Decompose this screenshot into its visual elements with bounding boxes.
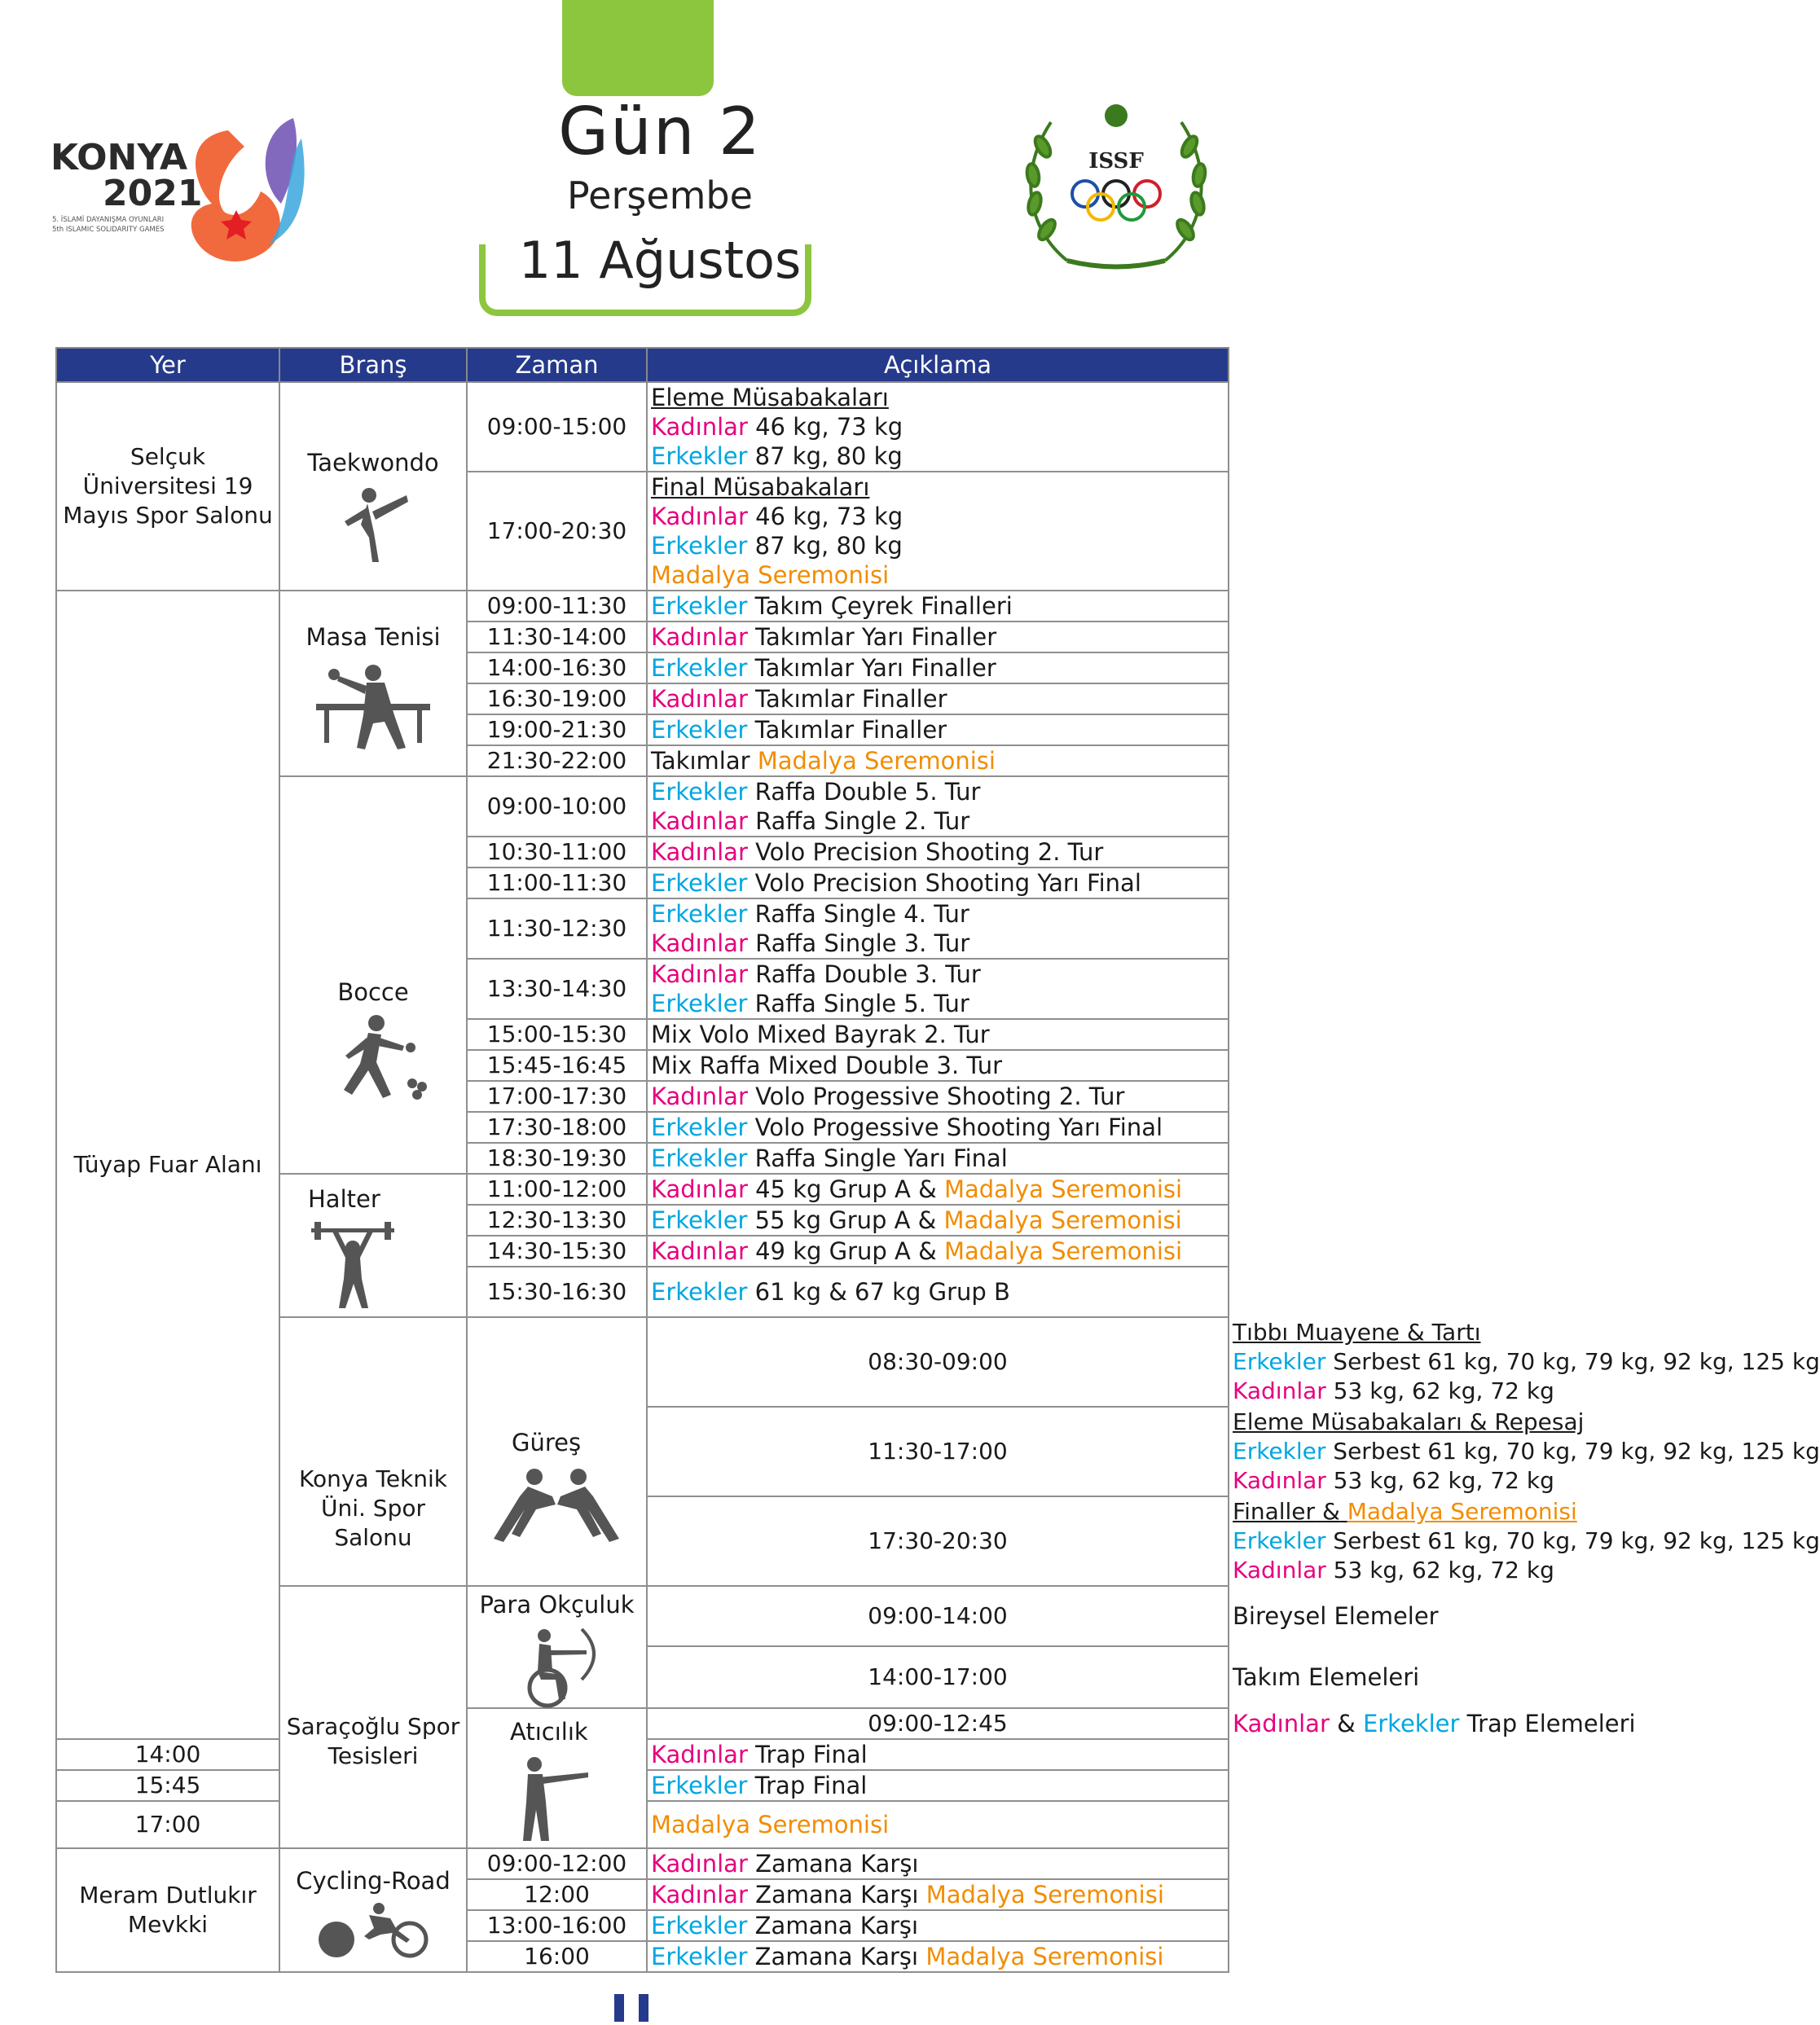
desc-cell — [647, 652, 1229, 683]
women-label: Kadınlar — [651, 960, 748, 988]
men-label: Erkekler — [651, 990, 748, 1017]
venue-selcuk: Selçuk Üniversitesi 19 Mayıs Spor Salonu — [63, 443, 273, 529]
schedule-table — [55, 347, 1820, 1973]
col-header-yer: Yer — [56, 348, 279, 382]
time-cell: 12:00 — [467, 1879, 647, 1910]
desc-cell — [647, 1019, 1229, 1050]
desc-cell — [647, 959, 1229, 1019]
time-cell: 15:30-16:30 — [467, 1267, 647, 1317]
time-cell: 14:00 — [56, 1739, 279, 1770]
desc-text: 53 kg, 62 kg, 72 kg — [1325, 1377, 1554, 1404]
page-title: Gün 2 — [558, 94, 762, 169]
desc-text: Volo Progessive Shooting 2. Tur — [747, 1083, 1125, 1110]
branch-cell — [279, 591, 467, 776]
shooting-icon — [510, 1753, 591, 1843]
header-tab — [562, 0, 714, 96]
and-text: & — [1337, 1710, 1356, 1737]
desc-text: Takımlar — [651, 747, 758, 775]
time-cell: 09:00-15:00 — [467, 382, 647, 472]
table-row — [56, 1848, 1229, 1879]
desc-text: Raffa Single 3. Tur — [747, 929, 970, 957]
desc-cell — [647, 622, 1229, 652]
women-label: Kadınlar — [1233, 1377, 1326, 1404]
branch-cell — [467, 1708, 647, 1848]
venue-cell — [56, 591, 279, 1739]
men-label: Erkekler — [651, 442, 748, 470]
time-cell: 12:30-13:30 — [467, 1205, 647, 1236]
branch-para-okculuk: Para Okçuluk — [479, 1591, 635, 1619]
medal-label: Madalya Seremonisi — [925, 1881, 1164, 1909]
medal-label: Madalya Seremonisi — [943, 1237, 1183, 1265]
time-cell: 17:00-17:30 — [467, 1081, 647, 1112]
desc-cell — [647, 472, 1229, 591]
time-cell: 11:00-12:00 — [467, 1174, 647, 1205]
women-label: Kadınlar — [651, 623, 748, 651]
desc-text: Zamana Karşı — [747, 1912, 919, 1939]
desc-text: 55 kg Grup A & — [747, 1206, 944, 1234]
desc-cell — [647, 683, 1229, 714]
desc-text: Serbest 61 kg, 70 kg, 79 kg, 92 kg, 125 kg — [1325, 1527, 1820, 1554]
women-label: Kadınlar — [1233, 1557, 1326, 1584]
desc-text: Raffa Mixed Double 3. Tur — [692, 1052, 1003, 1079]
men-label: Erkekler — [651, 1206, 748, 1234]
branch-cycling: Cycling-Road — [296, 1867, 451, 1895]
desc-cell — [647, 868, 1229, 898]
desc-heading: Final Müsabakaları — [651, 473, 870, 501]
desc-cell — [647, 1879, 1229, 1910]
venue-meram: Meram Dutlukır Mevkki — [79, 1882, 257, 1938]
time-cell: 11:30-14:00 — [467, 622, 647, 652]
branch-gures: Güreş — [512, 1429, 582, 1456]
desc-text: Serbest 61 kg, 70 kg, 79 kg, 92 kg, 125 kg — [1325, 1348, 1820, 1375]
men-label: Erkekler — [651, 900, 748, 928]
men-label: Erkekler — [651, 1943, 748, 1970]
logo-sub1: 5. İSLAMİ DAYANIŞMA OYUNLARI — [52, 216, 165, 224]
branch-cell — [467, 1317, 647, 1586]
branch-cell — [279, 776, 467, 1174]
venue-cell — [279, 1317, 467, 1586]
branch-halter: Halter — [308, 1185, 380, 1213]
desc-cell — [647, 776, 1229, 837]
desc-cell — [647, 1267, 1229, 1317]
women-label: Kadınlar — [651, 1741, 748, 1768]
venue-tuyap: Tüyap Fuar Alanı — [73, 1151, 262, 1178]
desc-text: Trap Final — [747, 1741, 868, 1768]
desc-cell — [647, 591, 1229, 622]
men-label: Erkekler — [1233, 1438, 1326, 1465]
desc-text: 61 kg & 67 kg Grup B — [747, 1278, 1010, 1306]
women-label: Kadınlar — [651, 503, 748, 530]
wrestling-icon — [487, 1464, 626, 1545]
desc-text: Takımlar Finaller — [747, 685, 947, 713]
branch-cell — [467, 1586, 647, 1708]
time-cell: 09:00-12:00 — [467, 1848, 647, 1879]
desc-text: Raffa Single 2. Tur — [747, 807, 970, 835]
date-label: 11 Ağustos — [518, 231, 802, 290]
time-cell: 14:00-17:00 — [647, 1646, 1229, 1708]
table-tennis-icon — [316, 658, 430, 756]
branch-masa-tenisi: Masa Tenisi — [306, 623, 441, 651]
desc-text: Raffa Single Yarı Final — [747, 1144, 1008, 1172]
desc-cell — [647, 1050, 1229, 1081]
medal-label: Madalya Seremonisi — [943, 1175, 1183, 1203]
time-cell: 17:00-20:30 — [467, 472, 647, 591]
branch-cell — [279, 382, 467, 591]
men-label: Erkekler — [651, 1278, 748, 1306]
desc-text: Zamana Karşı — [747, 1943, 926, 1970]
desc-cell — [647, 1801, 1229, 1848]
women-label: Kadınlar — [1233, 1710, 1330, 1737]
desc-text: 87 kg, 80 kg — [747, 442, 903, 470]
time-cell: 19:00-21:30 — [467, 714, 647, 745]
desc-text: 46 kg, 73 kg — [747, 413, 903, 441]
desc-text: 46 kg, 73 kg — [747, 503, 903, 530]
desc-text: Raffa Single 5. Tur — [747, 990, 969, 1017]
time-cell: 08:30-09:00 — [647, 1317, 1229, 1407]
medal-label: Madalya Seremonisi — [1347, 1498, 1577, 1525]
men-label: Erkekler — [1362, 1710, 1460, 1737]
time-cell: 15:00-15:30 — [467, 1019, 647, 1050]
men-label: Erkekler — [651, 1144, 748, 1172]
desc-cell — [647, 1081, 1229, 1112]
desc-cell — [647, 1236, 1229, 1267]
time-cell: 11:30-12:30 — [467, 898, 647, 959]
time-cell: 17:30-18:00 — [467, 1112, 647, 1143]
desc-cell — [647, 1112, 1229, 1143]
desc-cell — [647, 714, 1229, 745]
men-label: Erkekler — [1233, 1348, 1326, 1375]
time-cell: 09:00-14:00 — [647, 1586, 1229, 1646]
issf-logo — [1018, 98, 1214, 285]
time-cell: 21:30-22:00 — [467, 745, 647, 776]
men-label: Erkekler — [651, 1772, 748, 1799]
women-label: Kadınlar — [651, 1881, 748, 1909]
mix-label: Mix — [651, 1052, 692, 1079]
desc-text: Takım Çeyrek Finalleri — [747, 592, 1013, 620]
time-cell: 17:30-20:30 — [647, 1496, 1229, 1586]
desc-heading: Tıbbı Muayene & Tartı — [1233, 1319, 1481, 1346]
branch-bocce: Bocce — [337, 978, 409, 1006]
venue-cell — [279, 1586, 467, 1848]
col-header-aciklama: Açıklama — [647, 348, 1229, 382]
time-cell: 10:30-11:00 — [467, 837, 647, 868]
desc-text: 53 kg, 62 kg, 72 kg — [1325, 1557, 1554, 1584]
weekday-label: Perşembe — [567, 174, 753, 217]
medal-label: Madalya Seremonisi — [651, 561, 890, 589]
desc-cell — [647, 1848, 1229, 1879]
desc-text: Bireysel Elemeler — [1233, 1602, 1439, 1630]
desc-text: Serbest 61 kg, 70 kg, 79 kg, 92 kg, 125 kg — [1325, 1438, 1820, 1465]
desc-text: 45 kg Grup A & — [747, 1175, 944, 1203]
women-label: Kadınlar — [651, 929, 748, 957]
women-label: Kadınlar — [651, 838, 748, 866]
time-cell: 14:30-15:30 — [467, 1236, 647, 1267]
desc-cell — [647, 1205, 1229, 1236]
and-label — [1315, 1498, 1347, 1525]
time-cell: 09:00-11:30 — [467, 591, 647, 622]
desc-text: Zamana Karşı — [747, 1850, 919, 1878]
logo-sub2: 5th ISLAMIC SOLIDARITY GAMES — [52, 226, 165, 234]
women-label: Kadınlar — [651, 1083, 748, 1110]
medal-label: Madalya Seremonisi — [757, 747, 996, 775]
venue-cell — [56, 382, 279, 591]
men-label: Erkekler — [651, 654, 748, 682]
men-label: Erkekler — [651, 1912, 748, 1939]
and-text: & — [1321, 1498, 1340, 1525]
issf-text: ISSF — [1088, 149, 1144, 174]
desc-text: 49 kg Grup A & — [747, 1237, 944, 1265]
desc-text: 53 kg, 62 kg, 72 kg — [1325, 1467, 1554, 1494]
desc-text: Takımlar Finaller — [747, 716, 947, 744]
desc-cell — [647, 1174, 1229, 1205]
men-label: Erkekler — [1233, 1527, 1326, 1554]
women-label: Kadınlar — [651, 1237, 748, 1265]
time-cell: 11:00-11:30 — [467, 868, 647, 898]
women-label: Kadınlar — [651, 1175, 748, 1203]
women-label: Kadınlar — [1233, 1467, 1326, 1494]
desc-text: Volo Precision Shooting Yarı Final — [747, 869, 1141, 897]
col-header-brans: Branş — [279, 348, 467, 382]
desc-text: Volo Precision Shooting 2. Tur — [747, 838, 1104, 866]
venue-konya-teknik: Konya Teknik Üni. Spor Salonu — [299, 1465, 447, 1551]
branch-cell — [279, 1174, 467, 1317]
table-header-row — [56, 348, 1229, 382]
bocce-icon — [316, 1013, 430, 1103]
taekwondo-icon — [336, 484, 410, 565]
desc-cell — [647, 898, 1229, 959]
venue-cell — [56, 1848, 279, 1972]
women-label: Kadınlar — [651, 413, 748, 441]
medal-label: Madalya Seremonisi — [925, 1943, 1164, 1970]
time-cell: 09:00-12:45 — [647, 1708, 1229, 1739]
logo-year: 2021 — [103, 173, 203, 214]
desc-text: Zamana Karşı — [747, 1881, 926, 1909]
desc-text: Volo Progessive Shooting Yarı Final — [747, 1114, 1163, 1141]
time-cell: 13:00-16:00 — [467, 1910, 647, 1941]
time-cell: 15:45-16:45 — [467, 1050, 647, 1081]
table-row — [56, 382, 1229, 472]
women-label: Kadınlar — [651, 685, 748, 713]
desc-heading: Finaller — [1233, 1498, 1316, 1525]
logo-word: KONYA — [51, 137, 188, 178]
desc-cell — [647, 1770, 1229, 1801]
men-label: Erkekler — [651, 778, 748, 806]
table-row — [56, 591, 1229, 622]
men-label: Erkekler — [651, 592, 748, 620]
time-cell: 13:30-14:30 — [467, 959, 647, 1019]
weightlifting-icon — [308, 1220, 398, 1310]
page-marker — [614, 1994, 624, 2022]
time-cell: 09:00-10:00 — [467, 776, 647, 837]
desc-text: Trap Elemeleri — [1459, 1710, 1636, 1737]
desc-text: Trap Final — [747, 1772, 868, 1799]
desc-cell — [647, 1941, 1229, 1972]
desc-text: Raffa Single 4. Tur — [747, 900, 969, 928]
time-cell: 11:30-17:00 — [647, 1407, 1229, 1496]
desc-text: Raffa Double 3. Tur — [747, 960, 981, 988]
desc-cell — [647, 837, 1229, 868]
time-cell: 17:00 — [56, 1801, 279, 1848]
men-label: Erkekler — [651, 869, 748, 897]
col-header-zaman: Zaman — [467, 348, 647, 382]
time-cell: 18:30-19:30 — [467, 1143, 647, 1174]
men-label: Erkekler — [651, 532, 748, 560]
time-cell: 14:00-16:30 — [467, 652, 647, 683]
desc-cell — [647, 745, 1229, 776]
desc-text: Takımlar Yarı Finaller — [747, 654, 996, 682]
men-label: Erkekler — [651, 716, 748, 744]
desc-heading: Eleme Müsabakaları — [651, 384, 889, 411]
women-label: Kadınlar — [651, 1850, 748, 1878]
desc-cell — [647, 1739, 1229, 1770]
medal-label: Madalya Seremonisi — [651, 1811, 890, 1838]
time-cell: 16:30-19:00 — [467, 683, 647, 714]
medal-label: Madalya Seremonisi — [943, 1206, 1182, 1234]
men-label: Erkekler — [651, 1114, 748, 1141]
para-archery-icon — [508, 1626, 606, 1707]
desc-cell — [647, 1143, 1229, 1174]
desc-cell — [647, 382, 1229, 472]
desc-text: 87 kg, 80 kg — [747, 532, 903, 560]
desc-heading: Eleme Müsabakaları & Repesaj — [1233, 1408, 1585, 1435]
branch-cell — [279, 1848, 467, 1972]
desc-text: Takımlar Yarı Finaller — [747, 623, 997, 651]
desc-text: Volo Mixed Bayrak 2. Tur — [692, 1021, 990, 1048]
flame-orange — [191, 130, 280, 261]
desc-text: Raffa Double 5. Tur — [747, 778, 981, 806]
cycling-icon — [312, 1902, 434, 1959]
konya-2021-logo — [49, 114, 318, 277]
time-cell: 15:45 — [56, 1770, 279, 1801]
mix-label: Mix — [651, 1021, 692, 1048]
desc-text: Takım Elemeleri — [1233, 1663, 1420, 1691]
desc-cell — [647, 1910, 1229, 1941]
branch-taekwondo: Taekwondo — [307, 449, 439, 477]
venue-saracoglu: Saraçoğlu Spor Tesisleri — [286, 1713, 460, 1769]
branch-aticilik: Atıcılık — [510, 1718, 588, 1746]
women-label: Kadınlar — [651, 807, 748, 835]
page-marker — [639, 1994, 648, 2022]
time-cell: 16:00 — [467, 1941, 647, 1972]
